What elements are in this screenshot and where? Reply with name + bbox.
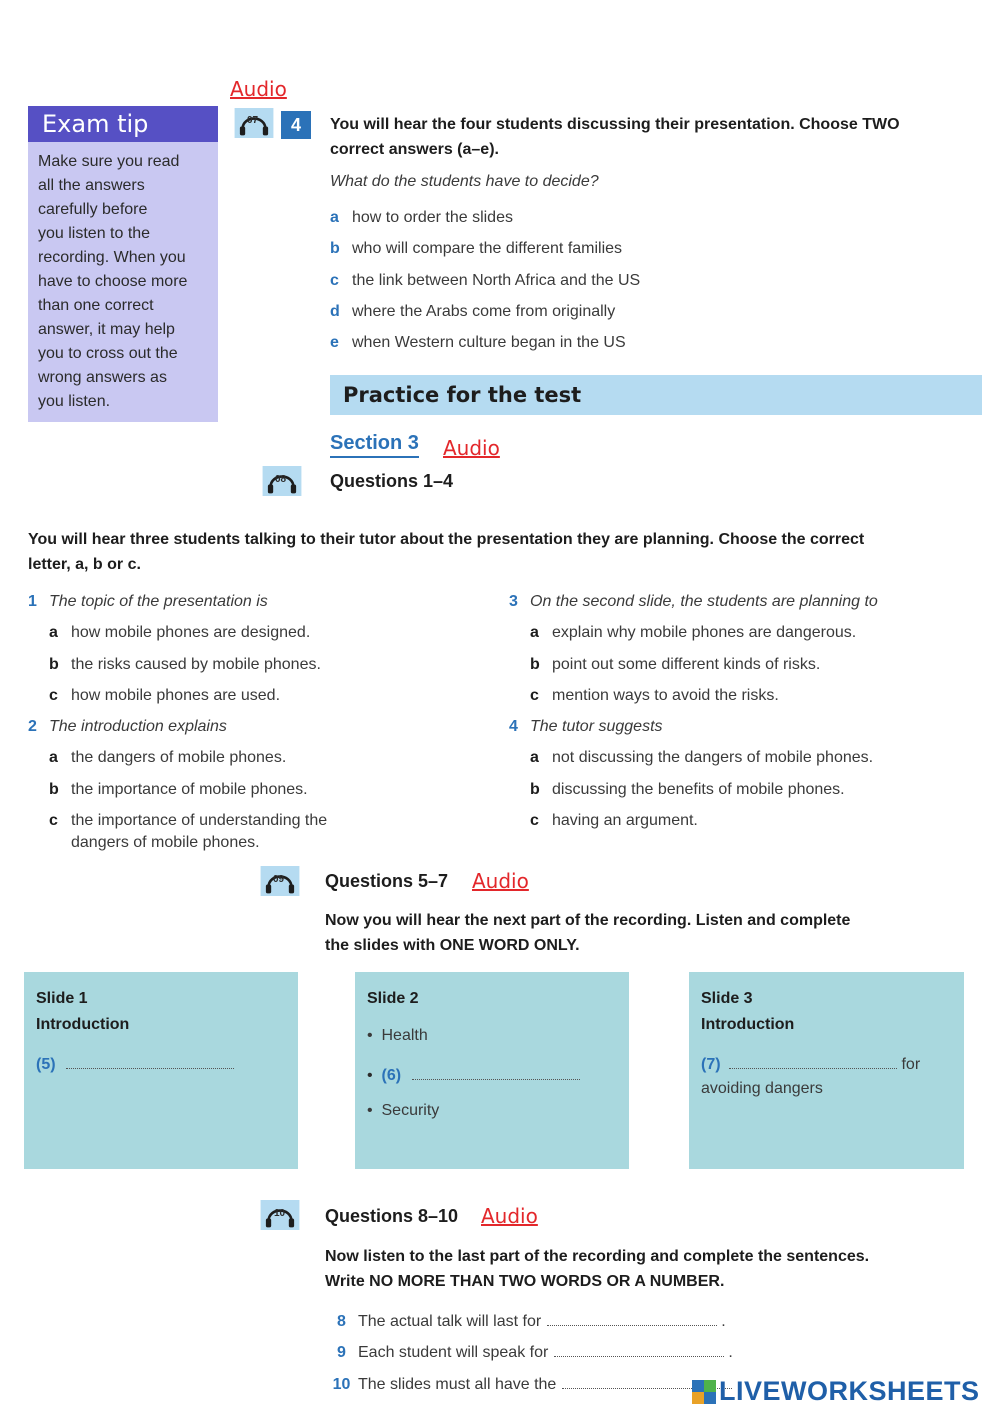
option-text: how mobile phones are used. [71, 686, 281, 704]
track-number: 08 [275, 474, 287, 485]
question-2-option-c[interactable] [28, 812, 327, 852]
question-number: 3 [509, 593, 518, 610]
question-number: 2 [28, 718, 37, 736]
question-2-option-b[interactable] [28, 781, 327, 812]
question-2-stem [28, 718, 327, 749]
question-3-option-b[interactable] [509, 656, 878, 687]
questions-right-column [509, 593, 878, 843]
sentence-text: The slides must all have the [358, 1375, 557, 1393]
gap-7-answer[interactable] [729, 1054, 897, 1069]
slide-3-subtitle: Introduction [701, 1016, 795, 1033]
option-letter: a [49, 624, 58, 642]
option-text: not discussing the dangers of mobile phones. [552, 749, 874, 767]
option-letter: c [49, 686, 58, 704]
sentence-10 [325, 1374, 733, 1405]
slide-1-title: Slide 1 [36, 990, 88, 1007]
gap-9-answer[interactable] [554, 1342, 724, 1357]
option-text: explain why mobile phones are dangerous. [552, 624, 857, 642]
question-3-option-c[interactable] [509, 687, 878, 718]
q5-7-instruction: Now you will hear the next part of the recording. Listen and complete [325, 912, 851, 929]
question-1-stem [28, 593, 327, 624]
watermark-text: LIVEWORKSHEETS [719, 1376, 980, 1406]
bullet-text: Health [381, 1027, 428, 1044]
task4-option-e[interactable] [330, 334, 640, 365]
exam-tip-line: you listen. [38, 393, 111, 410]
logo-cell [704, 1380, 716, 1392]
headphones-icon-10[interactable] [258, 1200, 302, 1235]
practice-banner-title: Practice for the test [343, 383, 582, 407]
option-letter: c [530, 686, 539, 704]
option-text: having an argument. [552, 812, 698, 830]
question-4-option-c[interactable] [509, 812, 878, 843]
question-4-option-a[interactable] [509, 749, 878, 780]
option-text: who will compare the different families [352, 240, 623, 258]
audio-link-section3[interactable]: Audio [443, 436, 500, 460]
option-letter: b [49, 655, 59, 673]
audio-link-q5-7[interactable]: Audio [472, 869, 529, 893]
section-title: Section 3 [330, 432, 419, 458]
option-letter: b [49, 780, 59, 798]
question-1-option-b[interactable] [28, 656, 327, 687]
slide-3-line2: avoiding dangers [701, 1080, 823, 1097]
audio-link-task4[interactable]: Audio [230, 77, 287, 101]
sentence-end: . [721, 1313, 726, 1330]
q1-4-instruction-2: letter, a, b or c. [28, 556, 141, 573]
question-stem-text: The topic of the presentation is [49, 593, 268, 610]
task4-option-a[interactable] [330, 209, 640, 240]
audio-link-q8-10[interactable]: Audio [481, 1204, 538, 1228]
track-number: 07 [247, 115, 259, 126]
liveworksheets-logo-icon [692, 1380, 716, 1404]
question-4-option-b[interactable] [509, 781, 878, 812]
option-text: mention ways to avoid the risks. [552, 686, 779, 704]
slide-3-title: Slide 3 [701, 990, 753, 1007]
headphones-icon-08[interactable] [260, 466, 304, 501]
option-text: how to order the slides [352, 209, 513, 226]
exam-tip-line: you to cross out the [38, 345, 178, 362]
track-number: 09 [273, 874, 285, 885]
gap-7-label: (7) [701, 1056, 721, 1073]
option-letter: a [49, 749, 58, 767]
exam-tip-line: wrong answers as [38, 369, 167, 386]
question-number: 9 [337, 1344, 346, 1362]
gap-6-label: (6) [381, 1067, 402, 1084]
question-stem-text: The introduction explains [49, 718, 227, 736]
logo-cell [704, 1392, 716, 1404]
questions-left-column [28, 593, 327, 852]
question-2-option-a[interactable] [28, 749, 327, 780]
option-letter: c [49, 812, 58, 830]
slide-1-box [24, 972, 298, 1169]
question-number: 10 [332, 1375, 351, 1393]
question-number: 8 [337, 1313, 346, 1330]
slide-2-bullet-health: • Health [367, 1027, 428, 1044]
question-number: 4 [509, 718, 518, 736]
exam-tip-line: answer, it may help [38, 321, 175, 338]
task4-instruction: You will hear the four students discussing their presentation. Choose TWO [330, 116, 900, 133]
option-letter: c [330, 271, 339, 289]
gap-8-answer[interactable] [547, 1311, 717, 1326]
exam-tip-title: Exam tip [28, 106, 218, 142]
option-text: how mobile phones are designed. [71, 624, 311, 642]
exam-tip-line: all the answers [38, 177, 145, 194]
gap-5-answer[interactable] [66, 1054, 234, 1069]
exam-tip-line: carefully before [38, 201, 148, 218]
sentence-end: . [728, 1344, 733, 1362]
q8-10-instruction: Now listen to the last part of the recording and complete the sentences. [325, 1248, 870, 1265]
option-letter: e [330, 334, 339, 352]
liveworksheets-watermark [692, 1376, 980, 1407]
slide-1-subtitle: Introduction [36, 1016, 130, 1033]
logo-cell [692, 1392, 704, 1404]
slide-3-box [689, 972, 964, 1169]
option-text-continued: dangers of mobile phones. [71, 834, 260, 852]
question-3-stem [509, 593, 878, 624]
task4-instruction-2: correct answers (a–e). [330, 141, 499, 158]
question-1-option-a[interactable] [28, 624, 327, 655]
task4-question: What do the students have to decide? [330, 173, 599, 190]
option-letter: b [530, 780, 540, 798]
exam-tip-line: have to choose more [38, 273, 188, 290]
q8-10-instruction-2: Write NO MORE THAN TWO WORDS OR A NUMBER. [325, 1273, 725, 1290]
option-text: when Western culture began in the US [352, 334, 626, 352]
questions-5-7-heading: Questions 5–7 [325, 871, 449, 891]
option-text: the risks caused by mobile phones. [71, 655, 321, 673]
gap-6-answer[interactable] [412, 1065, 580, 1080]
exam-tip-line: Make sure you read [38, 153, 180, 170]
exam-tip-line: than one correct [38, 297, 154, 314]
exam-tip-box [28, 106, 218, 422]
option-letter: c [530, 812, 539, 830]
gap-7-after: for [901, 1056, 921, 1073]
q1-4-instruction: You will hear three students talking to their tutor about the presentation they are planning. Choose the correct [28, 531, 865, 548]
slide-2-box: Slide 2 • Health • (6) • Security [355, 972, 629, 1169]
question-4-stem [509, 718, 878, 749]
option-letter: a [530, 624, 539, 642]
exam-tip-line: you listen to the [38, 225, 151, 242]
track-number: 10 [274, 1208, 286, 1219]
headphones-icon-09[interactable] [258, 866, 302, 901]
option-text: discussing the benefits of mobile phones. [552, 780, 845, 798]
gap-5-label: (5) [36, 1056, 56, 1073]
sentence-text: The actual talk will last for [358, 1313, 542, 1330]
option-letter: b [530, 655, 540, 673]
task4-option-d[interactable] [330, 303, 640, 334]
question-3-option-a[interactable] [509, 624, 878, 655]
question-number: 1 [28, 593, 37, 610]
questions-1-4-heading: Questions 1–4 [330, 471, 454, 491]
option-text: where the Arabs come from originally [352, 302, 616, 320]
slide-2-title: Slide 2 [367, 990, 419, 1007]
question-stem-text: On the second slide, the students are planning to [530, 593, 878, 610]
option-text: the importance of understanding the [71, 812, 328, 830]
bullet-text: Security [381, 1102, 440, 1119]
option-text: the dangers of mobile phones. [71, 749, 287, 767]
question-stem-text: The tutor suggests [530, 718, 663, 736]
task4-options [330, 209, 640, 365]
slide-2-bullet-security: • Security [367, 1102, 440, 1119]
exam-tip-text [28, 142, 218, 414]
q5-7-instruction-2: the slides with ONE WORD ONLY. [325, 937, 580, 954]
sentence-9 [325, 1342, 733, 1373]
exam-tip-line: recording. When you [38, 249, 186, 266]
task4-option-b[interactable] [330, 240, 640, 271]
questions-8-10-heading: Questions 8–10 [325, 1206, 459, 1226]
practice-banner [330, 375, 982, 415]
option-letter: a [330, 209, 339, 226]
option-text: the importance of mobile phones. [71, 780, 308, 798]
sentence-completion-list [325, 1311, 733, 1405]
logo-cell [692, 1380, 704, 1392]
task-number-badge: 4 [281, 111, 311, 139]
sentence-text: Each student will speak for [358, 1344, 549, 1362]
option-text: point out some different kinds of risks. [552, 655, 821, 673]
sentence-8 [325, 1311, 733, 1342]
option-text: the link between North Africa and the US [352, 271, 641, 289]
question-1-option-c[interactable] [28, 687, 327, 718]
option-letter: a [530, 749, 539, 767]
option-letter: b [330, 240, 340, 258]
headphones-icon-07[interactable] [232, 108, 276, 143]
task4-option-c[interactable] [330, 272, 640, 303]
option-letter: d [330, 302, 340, 320]
